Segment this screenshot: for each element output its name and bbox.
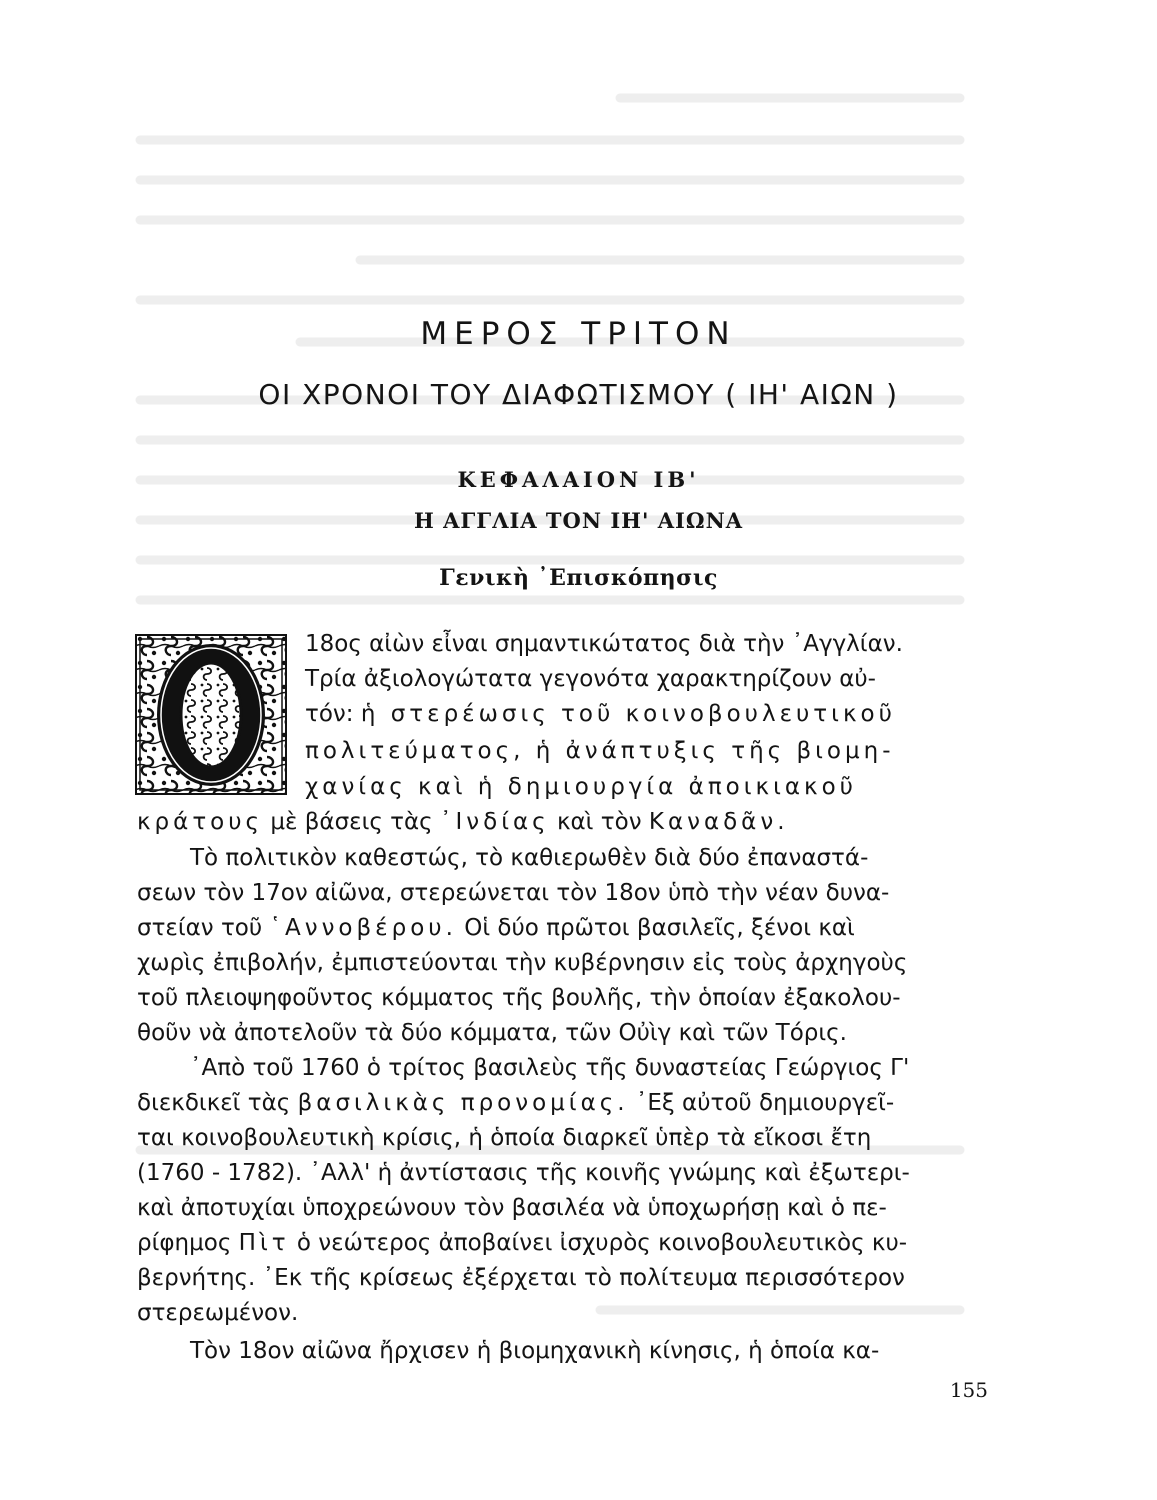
emphasis-spaced: βασιλικὰς προνομίας.	[297, 1090, 629, 1116]
page-number: 155	[949, 1378, 988, 1402]
text-line: 18ος αἰὼν εἶναι σημαντικώτατος διὰ τὴν ᾿Αγγλίαν.	[305, 631, 903, 657]
emphasis-spaced: ᾿Ινδίας	[440, 809, 550, 835]
text-line: σεων τὸν 17ον αἰῶνα, στερεώνεται τὸν 18ον ὑπὸ τὴν νέαν δυνα-	[137, 880, 890, 906]
emphasis-spaced: χανίας καὶ ἡ δημιουργία ἀποικιακοῦ	[305, 774, 857, 800]
part-title: ΟΙ ΧΡΟΝΟΙ ΤΟΥ ΔΙΑΦΩΤΙΣΜΟΥ ( ΙΗ' ΑΙΩΝ )	[258, 378, 899, 411]
text-line	[305, 772, 857, 802]
text-line	[305, 736, 895, 766]
emphasis-spaced: κράτους	[137, 809, 264, 835]
emphasis-spaced: ῾Αννοβέρου.	[269, 915, 457, 941]
text-line: ᾿Απὸ τοῦ 1760 ὁ τρίτος βασιλεὺς τῆς δυναστείας Γεώργιος Γ'	[190, 1055, 910, 1081]
section-title: Γενικὴ ᾿Επισκόπησις	[439, 565, 718, 591]
text-line: Τὸ πολιτικὸν καθεστώς, τὸ καθιερωθὲν διὰ δύο ἐπαναστά-	[190, 845, 869, 871]
emphasis-spaced: Πὶτ	[238, 1230, 290, 1256]
ornamental-dropcap	[135, 634, 287, 795]
text-line: καὶ ἀποτυχίαι ὑποχρεώνουν τὸν βασιλέα νὰ ὑποχωρήσῃ καὶ ὁ πε-	[137, 1195, 887, 1221]
text-line: ρίφημος Πὶτ ὁ νεώτερος ἀποβαίνει ἰσχυρὸς κοινοβουλευτικὸς κυ-	[137, 1230, 908, 1256]
text-line: τοῦ πλειοψηφοῦντος κόμματος τῆς βουλῆς, τὴν ὁποίαν ἐξακολου-	[137, 985, 901, 1011]
text-line: στείαν τοῦ ῾Αννοβέρου. Οἱ δύο πρῶτοι βασιλεῖς, ξένοι καὶ	[137, 915, 855, 941]
text-line: βερνήτης. ᾿Εκ τῆς κρίσεως ἐξέρχεται τὸ πολίτευμα περισσότερον	[137, 1265, 905, 1291]
text-line: διεκδικεῖ τὰς βασιλικὰς προνομίας. ᾿Εξ αὐτοῦ δημιουργεῖ-	[137, 1090, 895, 1116]
chapter-label: ΚΕΦΑΛΑΙΟΝ ΙΒ'	[457, 467, 700, 492]
text-line: στερεωμένον.	[137, 1300, 299, 1326]
part-label: ΜΕΡΟΣ ΤΡΙΤΟΝ	[420, 316, 737, 352]
chapter-title: Η ΑΓΓΛΙΑ ΤΟΝ ΙΗ' ΑΙΩΝΑ	[413, 508, 744, 533]
emphasis-spaced: ἡ στερέωσις τοῦ κοινοβουλευτικοῦ	[360, 701, 896, 727]
text-line: θοῦν νὰ ἀποτελοῦν τὰ δύο κόμματα, τῶν Οὐὶγ καὶ τῶν Τόρις.	[137, 1020, 847, 1046]
text-line: Τὸν 18ον αἰῶνα ἤρχισεν ἡ βιομηχανικὴ κίνησις, ἡ ὁποία κα-	[190, 1338, 880, 1364]
text-line: τόν: ἡ στερέωσις τοῦ κοινοβουλευτικοῦ	[305, 701, 896, 727]
emphasis-spaced: ἡ ἀνάπτυξις τῆς βιομη-	[524, 738, 895, 764]
text-line: (1760 - 1782). ᾿Αλλ' ἡ ἀντίστασις τῆς κοινῆς γνώμης καὶ ἐξωτερι-	[137, 1160, 910, 1186]
emphasis-spaced: πολιτεύματος,	[305, 738, 525, 764]
text-line: χωρὶς ἐπιβολήν, ἐμπιστεύονται τὴν κυβέρνησιν εἰς τοὺς ἀρχηγοὺς	[137, 950, 908, 976]
text-line: ται κοινοβουλευτικὴ κρίσις, ἡ ὁποία διαρκεῖ ὑπὲρ τὰ εἴκοσι ἔτη	[137, 1125, 872, 1151]
text-line: Τρία ἀξιολογώτατα γεγονότα χαρακτηρίζουν αὐ-	[305, 666, 876, 692]
text-line: κράτους μὲ βάσεις τὰς ᾿Ινδίας καὶ τὸν Καναδᾶν.	[137, 809, 789, 835]
emphasis-spaced: Καναδᾶν.	[648, 809, 789, 835]
